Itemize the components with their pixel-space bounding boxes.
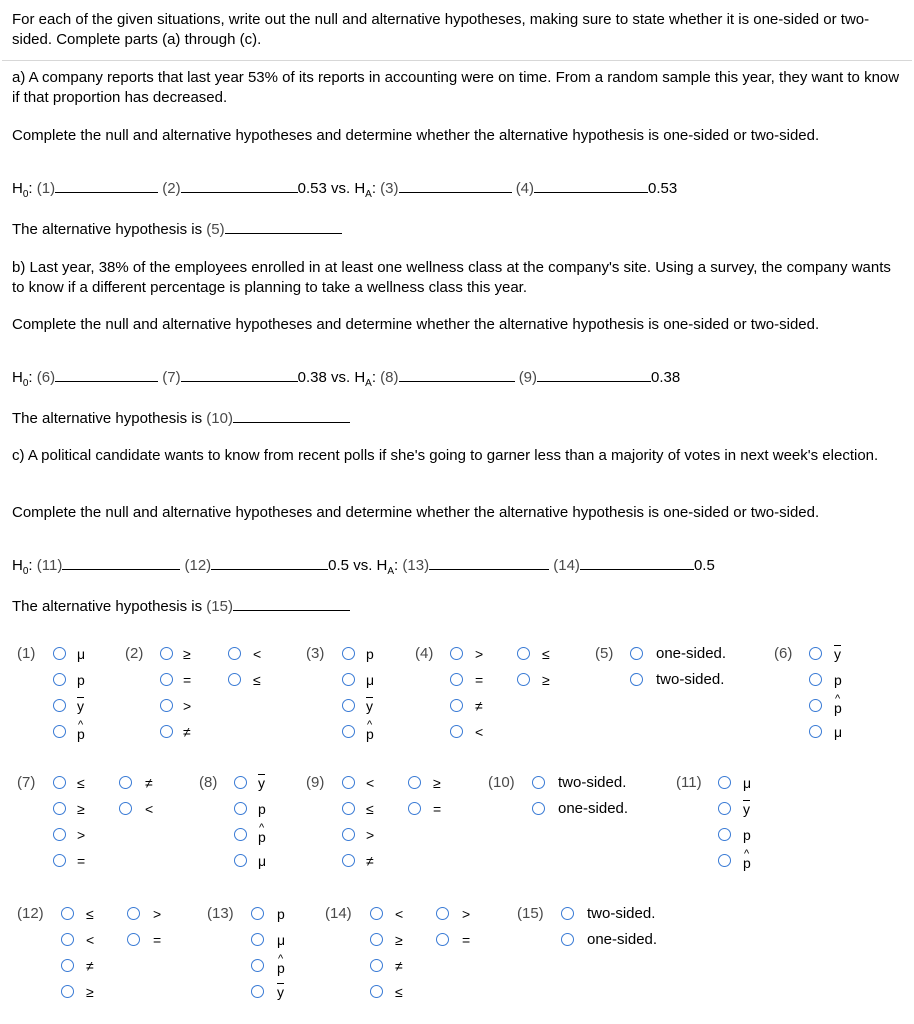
opt-g2-lt: < — [253, 646, 262, 662]
part-a-hypotheses — [12, 179, 677, 205]
part-c-alt — [12, 597, 350, 617]
radio-g12-0[interactable] — [61, 907, 74, 920]
radio-g13-2[interactable] — [251, 959, 264, 972]
radio-g13-3[interactable] — [251, 985, 264, 998]
radio-g14-1[interactable] — [370, 933, 383, 946]
ha-label: $H_A$: — [376, 557, 399, 577]
opt-g5-one-sided: one-sided. — [656, 645, 727, 662]
opt-g11-mu: μ — [743, 775, 752, 791]
blank-14[interactable]: (14) — [553, 557, 580, 574]
part-b-alt — [12, 409, 350, 429]
radio-g7-0[interactable] — [53, 776, 66, 789]
opt-g2-ge: ≥ — [183, 646, 191, 662]
radio-g11-2[interactable] — [718, 828, 731, 841]
opt-g2-eq: = — [183, 672, 192, 688]
radio-g4-4[interactable] — [517, 647, 530, 660]
radio-g12-5[interactable] — [127, 933, 140, 946]
opt-g11-ybar: $\overline{y}$ — [743, 801, 750, 817]
opt-g14-ge: ≥ — [395, 932, 403, 948]
radio-g2-4[interactable] — [228, 647, 241, 660]
alt-text: The alternative hypothesis is — [12, 598, 203, 615]
h0-label: $H_0$: — [12, 369, 33, 389]
radio-g4-0[interactable] — [450, 647, 463, 660]
radio-g4-2[interactable] — [450, 699, 463, 712]
blank-10[interactable]: (10) — [206, 410, 233, 427]
opt-g13-ybar: $\overline{y}$ — [277, 984, 284, 1000]
group-8-label: (8) — [199, 774, 218, 791]
opt-g4-le: ≤ — [542, 646, 550, 662]
opt-g4-ne: ≠ — [475, 698, 483, 714]
radio-g10-0[interactable] — [532, 776, 545, 789]
instructions: For each of the given situations, write out the null and alternative hypotheses, making sure to state whether it is one-sided or two-sided. Complete parts (a) through (c). — [12, 11, 870, 48]
radio-g7-4[interactable] — [119, 776, 132, 789]
part-c-hypotheses — [12, 556, 715, 582]
radio-g10-1[interactable] — [532, 802, 545, 815]
opt-g13-p: p — [277, 906, 285, 922]
opt-g8-p: p — [258, 801, 266, 817]
group-6-label: (6) — [774, 645, 793, 662]
radio-g9-3[interactable] — [342, 854, 355, 867]
radio-g3-1[interactable] — [342, 673, 355, 686]
ha-label: $H_A$: — [354, 180, 376, 200]
h0-label: $H_0$: — [12, 557, 33, 577]
group-14-label: (14) — [325, 905, 352, 922]
blank-15[interactable]: (15) — [206, 598, 233, 615]
value-end: 0.38 — [651, 369, 681, 386]
opt-g13-phat: ^ p — [277, 960, 285, 976]
opt-g1-ybar: $\overline{y}$ — [77, 698, 84, 714]
opt-g9-le: ≤ — [366, 801, 374, 817]
opt-g12-ge: ≥ — [86, 984, 94, 1000]
radio-g9-4[interactable] — [408, 776, 421, 789]
opt-g6-ybar: $\overline{y}$ — [834, 646, 841, 662]
opt-g8-phat: ^ p — [258, 829, 266, 845]
blank-2[interactable]: (2) — [162, 180, 181, 197]
group-4-label: (4) — [415, 645, 434, 662]
blank-6[interactable]: (6) — [36, 369, 56, 386]
opt-g7-lt: < — [145, 801, 154, 817]
part-b-intro: b) Last year, 38% of the employees enrolled in at least one wellness class at the company's site. Using a survey, the company wants to know if a different percentage is planning to take a wellness class this year. — [12, 259, 891, 296]
blank-5[interactable]: (5) — [206, 221, 225, 238]
opt-g9-gt: > — [366, 827, 375, 843]
part-b-prompt: Complete the null and alternative hypotheses and determine whether the alternative hypothesis is one-sided or two-sided. — [12, 316, 820, 333]
radio-g14-5[interactable] — [436, 933, 449, 946]
group-13-label: (13) — [207, 905, 234, 922]
radio-g14-4[interactable] — [436, 907, 449, 920]
opt-g7-eq: = — [77, 853, 86, 869]
opt-g2-gt: > — [183, 698, 192, 714]
opt-g6-phat: ^ p — [834, 700, 842, 716]
opt-g12-le: ≤ — [86, 906, 94, 922]
opt-g14-ne: ≠ — [395, 958, 403, 974]
radio-g3-0[interactable] — [342, 647, 355, 660]
radio-g6-1[interactable] — [809, 673, 822, 686]
blank-11[interactable]: (11) — [36, 557, 63, 574]
group-5-label: (5) — [595, 645, 614, 662]
group-15-label: (15) — [517, 905, 544, 922]
opt-g2-ne: ≠ — [183, 724, 191, 740]
opt-g13-mu: μ — [277, 932, 286, 948]
radio-g7-3[interactable] — [53, 854, 66, 867]
opt-g14-eq: = — [462, 932, 471, 948]
blank-8[interactable]: (8) — [380, 369, 399, 386]
radio-g13-0[interactable] — [251, 907, 264, 920]
radio-g14-2[interactable] — [370, 959, 383, 972]
opt-g10-one-sided: one-sided. — [558, 800, 629, 817]
blank-9[interactable]: (9) — [518, 369, 538, 386]
opt-g14-le: ≤ — [395, 984, 403, 1000]
radio-g5-0[interactable] — [630, 647, 643, 660]
radio-g11-0[interactable] — [718, 776, 731, 789]
radio-g3-3[interactable] — [342, 725, 355, 738]
radio-g6-3[interactable] — [809, 725, 822, 738]
alt-text: The alternative hypothesis is — [12, 221, 203, 238]
radio-g4-5[interactable] — [517, 673, 530, 686]
group-9-label: (9) — [306, 774, 325, 791]
radio-g12-4[interactable] — [127, 907, 140, 920]
radio-g6-2[interactable] — [809, 699, 822, 712]
opt-g11-p: p — [743, 827, 751, 843]
blank-13[interactable]: (13) — [402, 557, 430, 574]
opt-g8-mu: μ — [258, 853, 267, 869]
blank-12[interactable]: (12) — [184, 557, 212, 574]
radio-g6-0[interactable] — [809, 647, 822, 660]
opt-g3-phat: ^ p — [366, 726, 374, 742]
ha-label: $H_A$: — [354, 369, 376, 389]
opt-g14-lt: < — [395, 906, 404, 922]
opt-g14-gt: > — [462, 906, 471, 922]
opt-g8-ybar: $\overline{y}$ — [258, 775, 265, 791]
group-7-label: (7) — [17, 774, 36, 791]
radio-g2-3[interactable] — [160, 725, 173, 738]
radio-g8-0[interactable] — [234, 776, 247, 789]
group-12-label: (12) — [17, 905, 44, 922]
opt-g4-eq: = — [475, 672, 484, 688]
value-end: 0.5 — [693, 557, 715, 574]
opt-g12-ne: ≠ — [86, 958, 94, 974]
blank-1[interactable]: (1) — [36, 180, 56, 197]
opt-g3-p: p — [366, 646, 374, 662]
radio-g8-2[interactable] — [234, 828, 247, 841]
part-a-intro: a) A company reports that last year 53% of its reports in accounting were on time. From a random sample this year, they want to know if that proportion has decreased. — [12, 69, 900, 106]
blank-4[interactable]: (4) — [515, 180, 535, 197]
radio-g9-2[interactable] — [342, 828, 355, 841]
opt-g9-ne: ≠ — [366, 853, 374, 869]
group-3-label: (3) — [306, 645, 325, 662]
radio-g11-3[interactable] — [718, 854, 731, 867]
radio-g12-3[interactable] — [61, 985, 74, 998]
radio-g8-1[interactable] — [234, 802, 247, 815]
radio-g3-2[interactable] — [342, 699, 355, 712]
radio-g12-2[interactable] — [61, 959, 74, 972]
radio-g7-5[interactable] — [119, 802, 132, 815]
opt-g15-two-sided: two-sided. — [587, 905, 656, 922]
radio-g4-3[interactable] — [450, 725, 463, 738]
part-b-hypotheses — [12, 368, 680, 394]
part-c-intro: c) A political candidate wants to know from recent polls if she's going to garner less than a majority of votes in next week's election. — [12, 447, 879, 464]
radio-g9-1[interactable] — [342, 802, 355, 815]
blank-3[interactable]: (3) — [380, 180, 399, 197]
opt-g7-gt: > — [77, 827, 86, 843]
radio-g1-0[interactable] — [53, 647, 66, 660]
opt-g7-ge: ≥ — [77, 801, 85, 817]
opt-g10-two-sided: two-sided. — [558, 774, 627, 791]
opt-g11-phat: ^ p — [743, 855, 751, 871]
opt-g4-gt: > — [475, 646, 484, 662]
part-a-prompt: Complete the null and alternative hypotheses and determine whether the alternative hypothesis is one-sided or two-sided. — [12, 127, 820, 144]
radio-g2-2[interactable] — [160, 699, 173, 712]
opt-g7-le: ≤ — [77, 775, 85, 791]
radio-g9-5[interactable] — [408, 802, 421, 815]
opt-g6-mu: μ — [834, 724, 843, 740]
opt-g1-mu: μ — [77, 646, 86, 662]
radio-g2-0[interactable] — [160, 647, 173, 660]
radio-g12-1[interactable] — [61, 933, 74, 946]
opt-g6-p: p — [834, 672, 842, 688]
opt-g12-lt: < — [86, 932, 95, 948]
alt-text: The alternative hypothesis is — [12, 410, 203, 427]
radio-g14-0[interactable] — [370, 907, 383, 920]
radio-g8-3[interactable] — [234, 854, 247, 867]
opt-g9-lt: < — [366, 775, 375, 791]
radio-g11-1[interactable] — [718, 802, 731, 815]
opt-g15-one-sided: one-sided. — [587, 931, 658, 948]
radio-g7-2[interactable] — [53, 828, 66, 841]
group-10-label: (10) — [488, 774, 515, 791]
radio-g1-2[interactable] — [53, 699, 66, 712]
radio-g7-1[interactable] — [53, 802, 66, 815]
blank-7[interactable]: (7) — [162, 369, 181, 386]
h0-label: $H_0$: — [12, 180, 33, 200]
opt-g12-eq: = — [153, 932, 162, 948]
radio-g2-5[interactable] — [228, 673, 241, 686]
divider — [2, 60, 912, 61]
value-vs: 0.5 vs. — [328, 557, 373, 574]
opt-g3-mu: μ — [366, 672, 375, 688]
group-11-label: (11) — [676, 774, 702, 791]
part-a-alt — [12, 220, 342, 240]
radio-g15-1[interactable] — [561, 933, 574, 946]
opt-g12-gt: > — [153, 906, 162, 922]
radio-g14-3[interactable] — [370, 985, 383, 998]
radio-g4-1[interactable] — [450, 673, 463, 686]
radio-g5-1[interactable] — [630, 673, 643, 686]
radio-g2-1[interactable] — [160, 673, 173, 686]
opt-g4-lt: < — [475, 724, 484, 740]
radio-g9-0[interactable] — [342, 776, 355, 789]
opt-g1-p: p — [77, 672, 85, 688]
radio-g1-3[interactable] — [53, 725, 66, 738]
value-vs: 0.53 vs. — [297, 180, 351, 197]
opt-g7-ne: ≠ — [145, 775, 153, 791]
group-1-label: (1) — [17, 645, 36, 662]
opt-g5-two-sided: two-sided. — [656, 671, 725, 688]
value-vs: 0.38 vs. — [297, 369, 351, 386]
value-end: 0.53 — [648, 180, 678, 197]
radio-g1-1[interactable] — [53, 673, 66, 686]
radio-g13-1[interactable] — [251, 933, 264, 946]
group-2-label: (2) — [125, 645, 144, 662]
part-c-prompt: Complete the null and alternative hypotheses and determine whether the alternative hypothesis is one-sided or two-sided. — [12, 504, 820, 521]
opt-g1-phat: ^ p — [77, 726, 85, 742]
radio-g15-0[interactable] — [561, 907, 574, 920]
opt-g9-ge: ≥ — [433, 775, 441, 791]
opt-g2-le: ≤ — [253, 672, 261, 688]
opt-g9-eq: = — [433, 801, 442, 817]
opt-g4-ge: ≥ — [542, 672, 550, 688]
opt-g3-ybar: $\overline{y}$ — [366, 698, 373, 714]
